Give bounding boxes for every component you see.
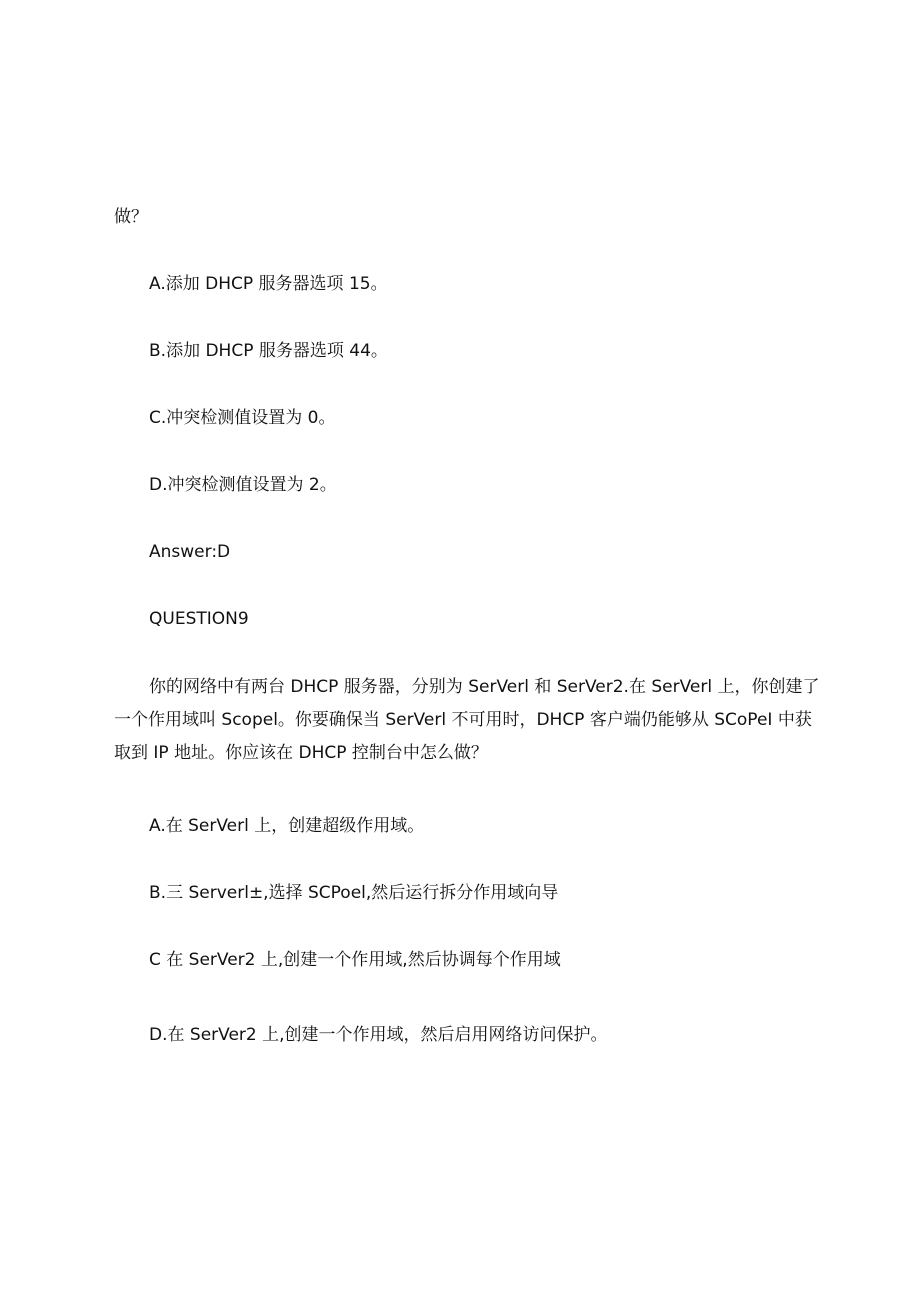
q9-option-a: A.在 SerVerl 上，创建超级作用域。	[149, 816, 425, 836]
q9-option-d: D.在 SerVer2 上,创建一个作用域，然后启用网络访问保护。	[149, 1025, 608, 1045]
q9-body-line: 取到 IP 地址。你应该在 DHCP 控制台中怎么做？	[114, 743, 488, 763]
q9-heading: QUESTION9	[149, 609, 249, 629]
q8-option-b: B.添加 DHCP 服务器选项 44。	[149, 341, 388, 361]
q8-option-c: C.冲突检测值设置为 0。	[149, 408, 336, 428]
q9-option-c: C 在 SerVer2 上,创建一个作用域,然后协调每个作用域	[149, 950, 561, 970]
q9-option-b: B.三 Serverl±,选择 SCPoel,然后运行拆分作用域向导	[149, 883, 559, 903]
q8-option-d: D.冲突检测值设置为 2。	[149, 475, 337, 495]
q9-body-line: 你的网络中有两台 DHCP 服务器，分别为 SerVerl 和 SerVer2.在 SerVerl 上，你创建了	[149, 677, 820, 697]
q8-option-a: A.添加 DHCP 服务器选项 15。	[149, 274, 388, 294]
question-continuation: 做？	[114, 207, 148, 227]
q9-body	[114, 671, 820, 770]
q9-body-line: 一个作用域叫 Scopel。你要确保当 SerVerl 不可用时，DHCP 客户端仍能够从 SCoPeI 中获	[114, 710, 812, 730]
q8-answer: Answer:D	[149, 542, 231, 562]
